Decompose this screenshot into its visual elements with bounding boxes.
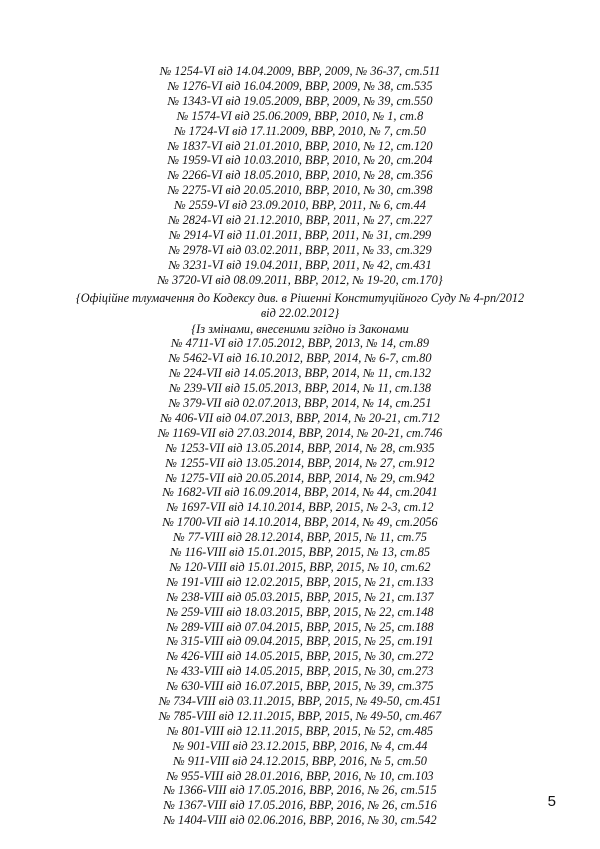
- amendment-entry: № 1254-VI від 14.04.2009, ВВР, 2009, № 36-37, ст.511: [159, 64, 441, 78]
- amendment-entry: № 191-VIII від 12.02.2015, ВВР, 2015, № 21, ст.133: [166, 574, 434, 589]
- amendment-entry: № 116-VIII від 15.01.2015, ВВР, 2015, № 13, ст.85: [169, 545, 431, 559]
- amendments-heading: {Із змінами, внесеними згідно із Законами: [191, 321, 409, 336]
- amendment-entry: № 3720-VI від 08.09.2011, ВВР, 2012, № 19-20, ст.170}: [157, 272, 443, 287]
- interpretation-note-line: {Офіційне тлумачення до Кодексу див. в Рішенні Конституційного Суду № 4-рп/2012: [75, 290, 525, 305]
- amendment-entry: № 4711-VI від 17.05.2012, ВВР, 2013, № 14, ст.89: [171, 336, 429, 351]
- amendment-entry: № 120-VIII від 15.01.2015, ВВР, 2015, № 10, ст.62: [169, 559, 431, 574]
- amendment-entry: № 901-VIII від 23.12.2015, ВВР, 2016, № 4, ст.44: [172, 738, 428, 753]
- amendment-entry: № 426-VIII від 14.05.2015, ВВР, 2015, № 30, ст.272: [166, 649, 434, 664]
- amendment-entry: № 5462-VI від 16.10.2012, ВВР, 2014, № 6-7, ст.80: [168, 351, 432, 366]
- amendment-entry: № 1404-VIII від 02.06.2016, ВВР, 2016, № 30, ст.542: [163, 813, 437, 828]
- amendment-entry: № 1255-VII від 13.05.2014, ВВР, 2014, № 27, ст.912: [165, 455, 435, 470]
- amendment-entry: № 785-VIII від 12.11.2015, ВВР, 2015, № 49-50, ст.467: [158, 708, 442, 723]
- amendment-entry: № 1367-VIII від 17.05.2016, ВВР, 2016, № 26, ст.516: [163, 798, 437, 813]
- amendment-entry: № 77-VIII від 28.12.2014, ВВР, 2015, № 11, ст.75: [173, 530, 427, 545]
- amendment-entry: № 1253-VII від 13.05.2014, ВВР, 2014, № 28, ст.935: [165, 440, 435, 455]
- amendment-entry: № 1574-VI від 25.06.2009, ВВР, 2010, № 1, ст.8: [176, 108, 424, 123]
- amendment-entry: № 1169-VII від 27.03.2014, ВВР, 2014, № 20-21, ст.746: [157, 425, 443, 440]
- amendment-entry: № 955-VIII від 28.01.2016, ВВР, 2016, № 10, ст.103: [166, 768, 434, 783]
- amendment-entry: № 1682-VII від 16.09.2014, ВВР, 2014, № 44, ст.2041: [162, 485, 438, 500]
- amendment-entry: № 259-VIII від 18.03.2015, ВВР, 2015, № 22, ст.148: [166, 604, 434, 619]
- amendment-entry: № 1959-VI від 10.03.2010, ВВР, 2010, № 20, ст.204: [167, 153, 433, 168]
- amendment-entry: № 630-VIII від 16.07.2015, ВВР, 2015, № 39, ст.375: [166, 679, 434, 694]
- amendment-entry: № 734-VIII від 03.11.2015, ВВР, 2015, № 49-50, ст.451: [158, 694, 442, 708]
- amendment-entry: № 289-VIII від 07.04.2015, ВВР, 2015, № 25, ст.188: [166, 619, 434, 634]
- amendment-entry: № 911-VIII від 24.12.2015, ВВР, 2016, № 5, ст.50: [173, 753, 427, 768]
- amendment-entry: № 239-VII від 15.05.2013, ВВР, 2014, № 11, ст.138: [168, 381, 432, 396]
- amendment-entry: № 406-VII від 04.07.2013, ВВР, 2014, № 20-21, ст.712: [160, 410, 440, 425]
- amendment-entry: № 2559-VI від 23.09.2010, ВВР, 2011, № 6, ст.44: [174, 198, 426, 213]
- amendment-entry: № 2275-VI від 20.05.2010, ВВР, 2010, № 30, ст.398: [167, 183, 433, 198]
- amendment-entry: № 1343-VI від 19.05.2009, ВВР, 2009, № 39, ст.550: [167, 93, 433, 108]
- amendment-entry: № 1700-VII від 14.10.2014, ВВР, 2014, № 49, ст.2056: [162, 515, 438, 530]
- amendment-entry: № 315-VIII від 09.04.2015, ВВР, 2015, № 25, ст.191: [166, 634, 434, 649]
- amendment-entry: № 1366-VIII від 17.05.2016, ВВР, 2016, № 26, ст.515: [163, 783, 437, 798]
- amendment-entry: № 238-VIII від 05.03.2015, ВВР, 2015, № 21, ст.137: [166, 589, 434, 604]
- amendment-entry: № 224-VII від 14.05.2013, ВВР, 2014, № 11, ст.132: [168, 366, 432, 381]
- interpretation-note-line: від 22.02.2012}: [260, 305, 340, 320]
- amendment-entry: № 379-VII від 02.07.2013, ВВР, 2014, № 14, ст.251: [168, 396, 432, 410]
- amendment-entry: № 1724-VI від 17.11.2009, ВВР, 2010, № 7, ст.50: [174, 123, 426, 138]
- amendment-entry: № 1697-VII від 14.10.2014, ВВР, 2015, № 2-3, ст.12: [166, 500, 434, 515]
- amendment-entry: № 3231-VI від 19.04.2011, ВВР, 2011, № 42, ст.431: [168, 257, 432, 272]
- page-number: 5: [547, 793, 556, 810]
- amendment-entry: № 1837-VI від 21.01.2010, ВВР, 2010, № 12, ст.120: [167, 138, 433, 153]
- amendment-entry: № 1276-VI від 16.04.2009, ВВР, 2009, № 38, ст.535: [167, 78, 433, 93]
- amendment-entry: № 2978-VI від 03.02.2011, ВВР, 2011, № 33, ст.329: [168, 242, 432, 257]
- amendment-entry: № 801-VIII від 12.11.2015, ВВР, 2015, № 52, ст.485: [166, 723, 434, 738]
- amendment-entry: № 2824-VI від 21.12.2010, ВВР, 2011, № 27, ст.227: [167, 213, 433, 227]
- amendment-entry: № 2914-VI від 11.01.2011, ВВР, 2011, № 31, ст.299: [168, 227, 432, 242]
- amendment-entry: № 433-VIII від 14.05.2015, ВВР, 2015, № 30, ст.273: [166, 664, 434, 679]
- amendment-entry: № 1275-VII від 20.05.2014, ВВР, 2014, № 29, ст.942: [165, 470, 435, 485]
- amendment-entry: № 2266-VI від 18.05.2010, ВВР, 2010, № 28, ст.356: [167, 168, 433, 183]
